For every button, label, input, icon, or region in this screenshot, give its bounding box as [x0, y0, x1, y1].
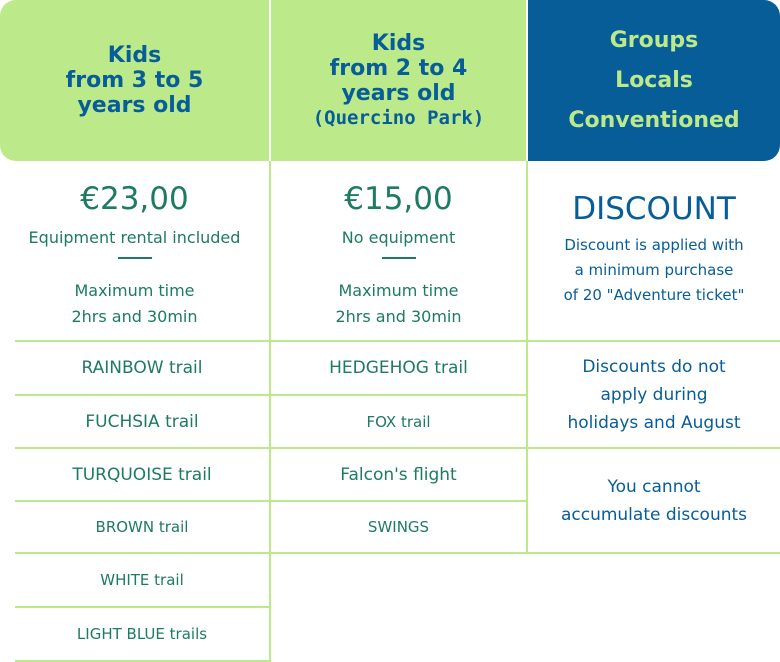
trail-light-blue: LIGHT BLUE trails [76, 625, 208, 643]
header-kids-3-5 [0, 0, 269, 161]
divider-dash [382, 257, 416, 259]
discount-rule-holidays [528, 342, 780, 447]
trail-rainbow: RAINBOW trail [81, 358, 203, 378]
trail-fuchsia: FUCHSIA trail [85, 411, 199, 432]
price-subtitle: No equipment [341, 228, 456, 247]
price-subtitle: Equipment rental included [28, 228, 241, 247]
header-line: Locals [615, 67, 693, 93]
header-groups [528, 0, 780, 161]
trail-brown: BROWN trail [95, 518, 189, 536]
price: €23,00 [80, 181, 189, 217]
header-line: from 3 to 5 [65, 68, 204, 93]
discount-block [528, 161, 780, 308]
discount-note-line: Discount is applied with [564, 236, 744, 254]
max-time-value: 2hrs and 30min [71, 307, 198, 326]
discount-rule-accumulate [528, 449, 780, 552]
rule-line: holidays and August [567, 412, 741, 433]
trail-fox: FOX trail [366, 412, 431, 431]
header-line: from 2 to 4 [329, 56, 468, 81]
rule-line: apply during [600, 384, 708, 405]
discount-note-line: a minimum purchase [574, 261, 734, 279]
max-time-label: Maximum time [338, 281, 459, 300]
max-time-value: 2hrs and 30min [335, 307, 462, 326]
rule-line: accumulate discounts [560, 504, 748, 525]
header-line: Kids [107, 43, 162, 68]
header-kids-2-4 [271, 0, 526, 161]
rule-line: Discounts do not [582, 356, 726, 377]
header-line: years old [77, 93, 192, 118]
trail-turquoise: TURQUOISE trail [72, 464, 212, 485]
trail-falcons-flight: Falcon's flight [340, 464, 457, 485]
price-block-kids-2-4 [271, 161, 526, 330]
header-line: Conventioned [568, 107, 740, 133]
discount-title: DISCOUNT [572, 191, 736, 227]
header-note: (Quercino Park) [312, 107, 485, 129]
discount-note [564, 233, 745, 308]
max-time [335, 278, 461, 330]
trail-white: WHITE trail [100, 571, 184, 589]
price: €15,00 [344, 181, 453, 217]
divider-dash [118, 257, 152, 259]
rule-line: You cannot [607, 476, 701, 497]
discount-note-line: of 20 "Adventure ticket" [563, 286, 745, 304]
header-line: Groups [609, 27, 699, 53]
trail-swings: SWINGS [367, 518, 430, 536]
header-line: Kids [371, 31, 426, 56]
max-time-label: Maximum time [74, 281, 195, 300]
max-time [71, 278, 197, 330]
trail-hedgehog: HEDGEHOG trail [329, 358, 468, 378]
price-block-kids-3-5 [0, 161, 269, 330]
header-line: years old [341, 81, 456, 106]
